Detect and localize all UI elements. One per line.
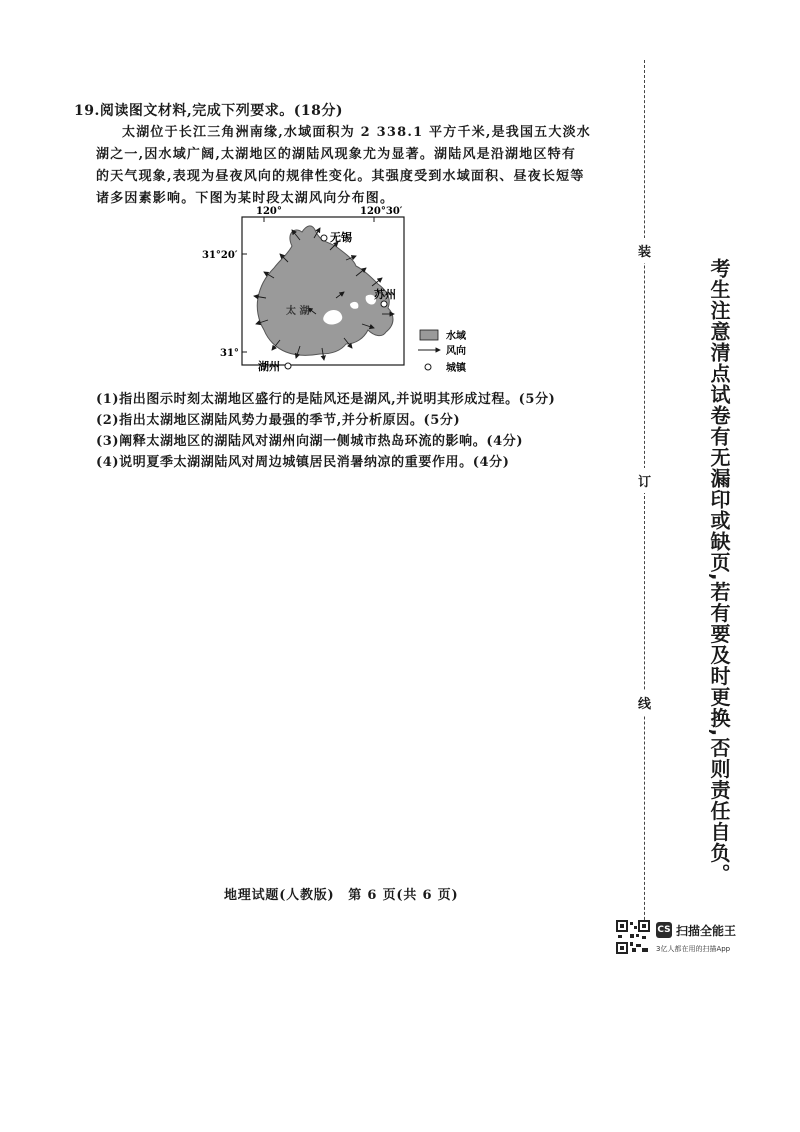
scanner-slogan: 3亿人都在用的扫描App bbox=[656, 945, 731, 953]
subquestion-4: (4)说明夏季太湖湖陆风对周边城镇居民消暑纳凉的重要作用。(4分) bbox=[96, 455, 510, 470]
binding-char: 订 bbox=[638, 468, 651, 493]
city-marker bbox=[381, 301, 387, 307]
binding-line bbox=[644, 60, 645, 950]
subquestion-3: (3)阐释太湖地区的湖陆风对湖州向湖一侧城市热岛环流的影响。(4分) bbox=[96, 434, 524, 449]
paragraph-line: 的天气现象,表现为昼夜风向的规律性变化。其强度受到水域面积、昼夜长短等 bbox=[96, 169, 585, 184]
city-label: 无锡 bbox=[330, 231, 352, 244]
legend-label: 城镇 bbox=[446, 363, 466, 374]
paragraph-line: 太湖位于长江三角洲南缘,水域面积为 2 338.1 平方千米,是我国五大淡水 bbox=[122, 125, 591, 140]
qr-code-icon bbox=[616, 920, 650, 954]
city-label: 湖州 bbox=[258, 360, 280, 373]
lon-label: 120°30′ bbox=[360, 206, 403, 217]
lat-label: 31° bbox=[220, 348, 239, 359]
paragraph-line: 诸多因素影响。下图为某时段太湖风向分布图。 bbox=[96, 191, 395, 206]
binding-char: 线 bbox=[638, 690, 651, 715]
examinee-notice: 考生注意清点试卷有无漏印或缺页,若有要及时更换,否则责任自负。 bbox=[707, 258, 731, 885]
legend-city-marker bbox=[425, 364, 431, 370]
scanner-logo-icon: CS bbox=[656, 922, 672, 938]
subquestion-1: (1)指出图示时刻太湖地区盛行的是陆风还是湖风,并说明其形成过程。(5分) bbox=[96, 392, 556, 407]
lat-label: 31°20′ bbox=[202, 250, 238, 261]
taihu-wind-map bbox=[196, 204, 496, 376]
city-marker bbox=[321, 235, 327, 241]
city-marker bbox=[285, 363, 291, 369]
scanner-app-name: 扫描全能王 bbox=[676, 924, 737, 938]
legend-label: 风向 bbox=[446, 346, 466, 357]
page-footer: 地理试题(人教版) 第 6 页(共 6 页) bbox=[224, 888, 459, 903]
legend-water-swatch bbox=[420, 330, 438, 340]
lake-label: 太 湖 bbox=[286, 306, 310, 317]
question-title: 19.阅读图文材料,完成下列要求。(18分) bbox=[74, 103, 343, 119]
binding-char: 装 bbox=[638, 238, 651, 263]
lon-label: 120° bbox=[256, 206, 282, 217]
paragraph-line: 湖之一,因水域广阔,太湖地区的湖陆风现象尤为显著。湖陆风是沿湖地区特有 bbox=[96, 147, 577, 162]
city-label: 苏州 bbox=[374, 288, 396, 301]
legend-label: 水域 bbox=[446, 331, 466, 342]
subquestion-2: (2)指出太湖地区湖陆风势力最强的季节,并分析原因。(5分) bbox=[96, 413, 461, 428]
question-paragraph bbox=[96, 122, 616, 210]
